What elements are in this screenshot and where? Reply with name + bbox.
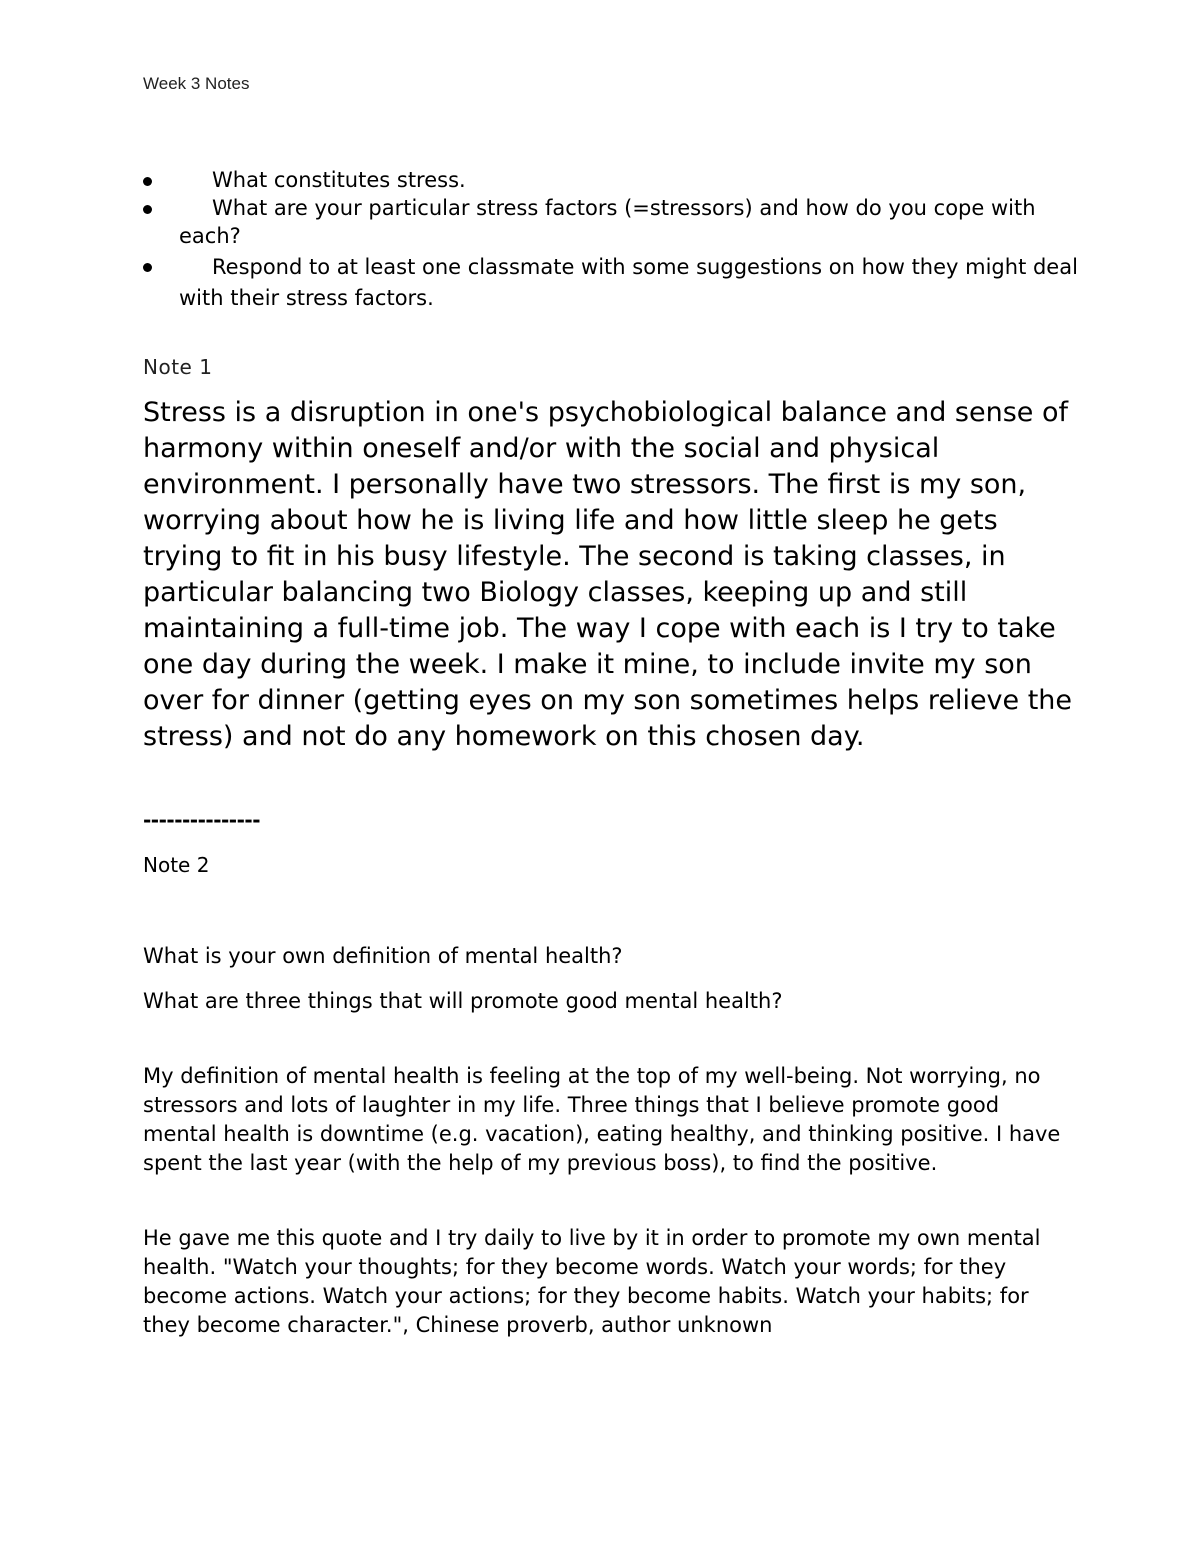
bullet-icon (143, 263, 152, 272)
bullet-icon (143, 205, 152, 214)
answer-paragraph-1: My definition of mental health is feeling at the top of my well-being. Not worrying, no stressors and lots of laughter in my life. Three things that I believe promote good mental health is downtime (e.g. vacation), eating healthy, and thinking positive. I have spent the last year (with the help of my previous boss), to find the positive. (143, 1064, 1061, 1175)
separator: --------------- (143, 808, 261, 832)
question-promote-mental-health: What are three things that will promote good mental health? (143, 989, 783, 1013)
bullet-list (143, 166, 1083, 314)
list-item (143, 194, 1083, 250)
page-header: Week 3 Notes (143, 74, 250, 93)
bullet-text: What are your particular stress factors (=stressors) and how do you cope with each? (179, 196, 1036, 248)
note1-heading: Note 1 (143, 355, 213, 379)
question-mental-health-definition: What is your own definition of mental health? (143, 944, 623, 968)
bullet-text: Respond to at least one classmate with some suggestions on how they might deal with their stress factors. (179, 255, 1078, 310)
bullet-icon (143, 177, 152, 186)
note2-heading: Note 2 (143, 853, 210, 877)
list-item (143, 166, 1083, 194)
list-item (143, 252, 1083, 314)
bullet-text: What constitutes stress. (212, 168, 466, 192)
note1-body: Stress is a disruption in one's psychobiological balance and sense of harmony within oneself and/or with the social and physical environment. I personally have two stressors. The first is my son, worrying about how he is living life and how little sleep he gets trying to fit in his busy lifestyle. The second is taking classes, in particular balancing two Biology classes, keeping up and still maintaining a full-time job. The way I cope with each is I try to take one day during the week. I make it mine, to include invite my son over for dinner (getting eyes on my son sometimes helps relieve the stress) and not do any homework on this chosen day. (143, 397, 1073, 752)
answer-paragraph-2: He gave me this quote and I try daily to live by it in order to promote my own mental health. "Watch your thoughts; for they become words. Watch your words; for they become actions. Watch your actions; for they become habits. Watch your habits; for they become character.", Chinese proverb, author unknown (143, 1226, 1041, 1337)
